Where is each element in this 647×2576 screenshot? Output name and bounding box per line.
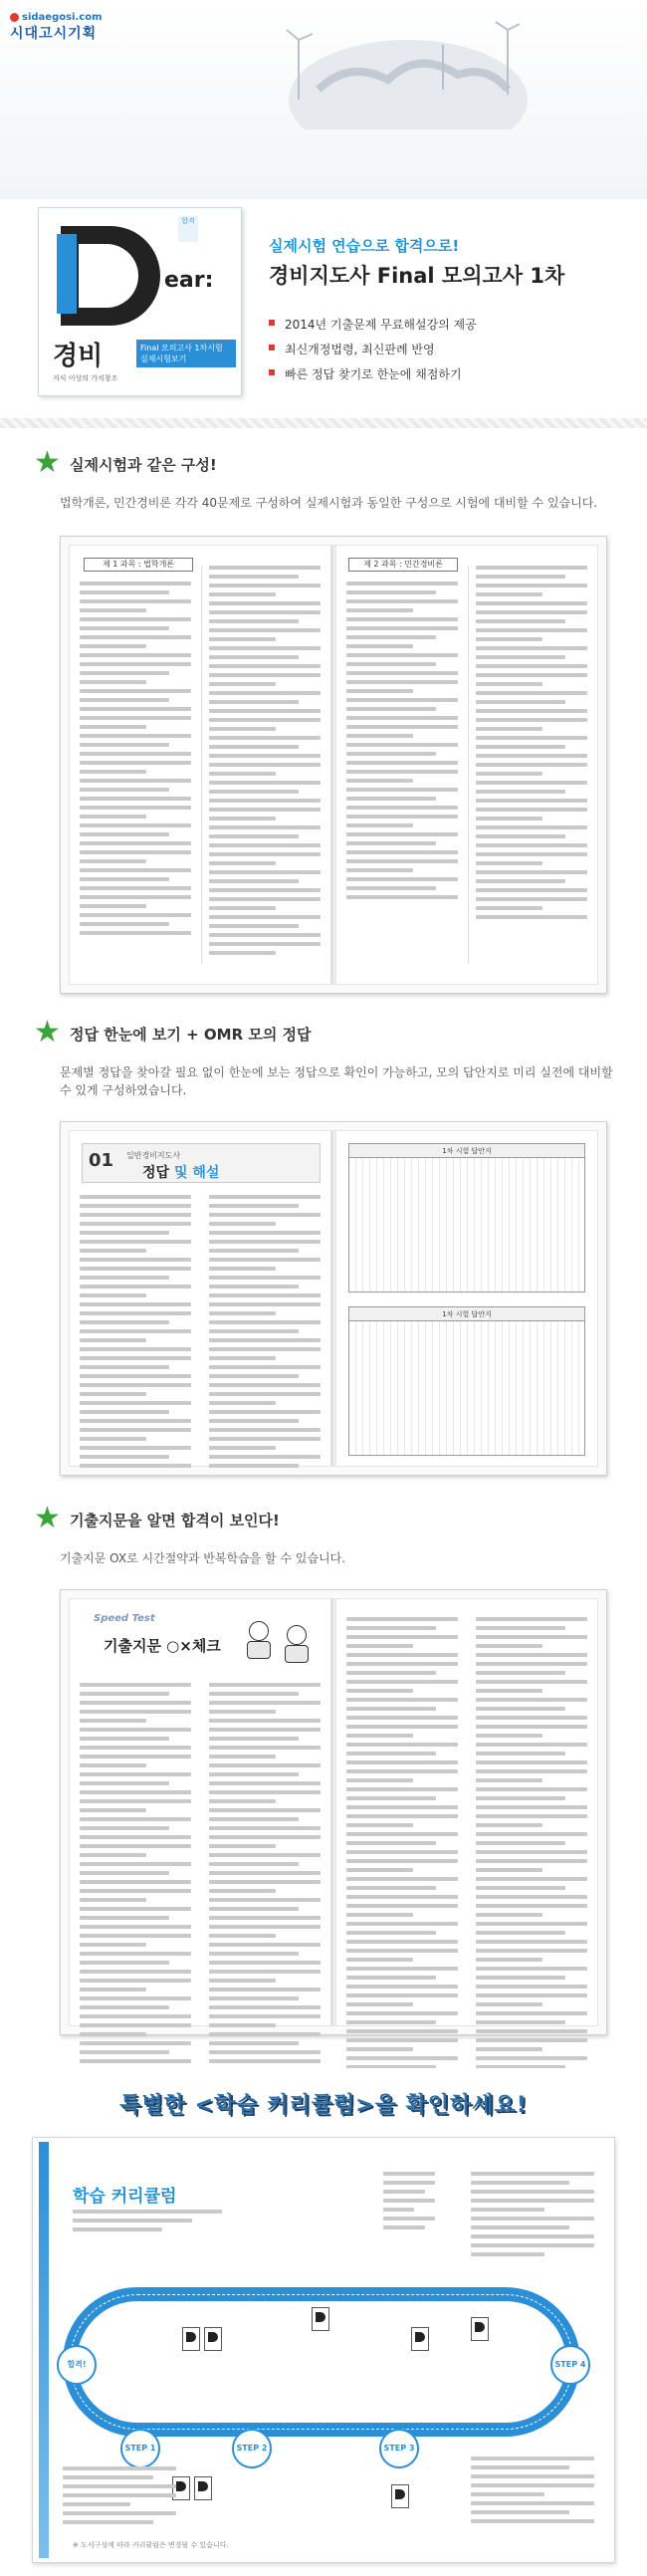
curriculum-title: 학습 커리큘럼 bbox=[73, 2187, 177, 2207]
mini-book-icon bbox=[391, 2484, 409, 2508]
omr-sheet bbox=[348, 1306, 585, 1456]
step-badge: STEP 1 bbox=[120, 2429, 160, 2468]
speed-test-title: 기출지문 ○×체크 bbox=[104, 1637, 221, 1655]
step-badge: STEP 3 bbox=[379, 2429, 419, 2468]
omr-label: 1차 시험 답안지 bbox=[349, 1144, 584, 1158]
answer-title: 정답 및 해설 bbox=[142, 1165, 220, 1181]
hero-banner bbox=[0, 0, 647, 199]
section-title: 기출지문을 알면 합격이 보인다! bbox=[70, 1512, 280, 1529]
answer-banner bbox=[82, 1143, 321, 1183]
speed-test-banner bbox=[84, 1613, 319, 1673]
ox-page-right bbox=[335, 1598, 598, 2026]
mini-book-icon bbox=[194, 2476, 212, 2500]
step-badge: STEP 4 bbox=[550, 2345, 590, 2385]
ox-preview-panel bbox=[60, 1589, 607, 2035]
mini-book-icon bbox=[182, 2327, 200, 2351]
product-summary bbox=[0, 199, 647, 398]
brand-logo[interactable] bbox=[10, 12, 119, 43]
mini-book-icon bbox=[204, 2327, 222, 2351]
section-description: 법학개론, 민간경비론 각각 40문제로 구성하여 실제시험과 동일한 구성으로 시험에 대비할 수 있습니다. bbox=[60, 496, 598, 510]
globe-windmill-illustration bbox=[259, 20, 557, 129]
product-info bbox=[269, 235, 637, 390]
omr-sheet bbox=[348, 1143, 585, 1292]
section-description: 문제별 정답을 찾아갈 필요 없이 한눈에 보는 정답으로 확인이 가능하고, 모의 답안지로 미리 실전에 대비할 수 있게 구성하였습니다. bbox=[60, 1065, 613, 1097]
curriculum-footnote: ※ 도서구성에 따라 커리큘럼은 변경될 수 있습니다. bbox=[73, 2541, 229, 2549]
star-icon: ★ bbox=[34, 1015, 61, 1050]
curriculum-side-bar bbox=[39, 2142, 49, 2558]
book-cover[interactable] bbox=[38, 207, 242, 396]
section-answers-omr bbox=[0, 1015, 647, 1099]
curriculum-illustration bbox=[32, 2137, 615, 2563]
answer-number: 01 bbox=[89, 1150, 114, 1171]
section-divider bbox=[0, 418, 647, 428]
omr-label: 1차 시험 답안지 bbox=[349, 1307, 584, 1321]
book-title: 경비 bbox=[53, 342, 104, 371]
star-icon: ★ bbox=[34, 445, 61, 480]
book-accent-bar bbox=[57, 234, 77, 314]
mini-book-icon bbox=[411, 2327, 429, 2351]
answer-label: 일반경비지도사 bbox=[126, 1151, 181, 1160]
subject-box: 제 2 과목 : 민간경비론 bbox=[348, 558, 458, 572]
step-badge: STEP 2 bbox=[232, 2429, 272, 2468]
answer-preview-panel bbox=[60, 1121, 607, 1476]
cta-text: 특별한 <학습 커리큘럼>을 확인하세요! bbox=[119, 2093, 528, 2118]
logo-name: 시대고시기획 bbox=[10, 26, 98, 42]
exam-preview-panel bbox=[60, 536, 607, 994]
feature-list bbox=[269, 316, 637, 382]
mini-book-icon bbox=[471, 2317, 489, 2341]
curriculum-cta-banner bbox=[0, 2068, 647, 2134]
product-title: 경비지도사 Final 모의고사 1차 bbox=[269, 264, 565, 288]
exam-page-left bbox=[69, 545, 331, 985]
section-title: 실제시험과 같은 구성! bbox=[70, 456, 217, 474]
feature-item: 최신개정법령, 최신판례 반영 bbox=[269, 341, 637, 357]
section-past-questions bbox=[0, 1501, 647, 1567]
logo-url: sidaegosi.com bbox=[10, 12, 119, 23]
book-subtitle: 지식 이상의 가치창조 bbox=[53, 374, 118, 382]
cartoon-character-icon bbox=[281, 1625, 313, 1665]
ox-page-left bbox=[69, 1598, 331, 2026]
section-description: 기출지문 OX로 시간절약과 반복학습을 할 수 있습니다. bbox=[60, 1551, 346, 1565]
section-exam-structure bbox=[0, 445, 647, 512]
feature-item: 2014년 기출문제 무료해설강의 제공 bbox=[269, 316, 637, 333]
mini-book-icon bbox=[312, 2307, 329, 2331]
book-flag: 합격 bbox=[178, 216, 198, 242]
section-title: 정답 한눈에 보기 + OMR 모의 정답 bbox=[70, 1026, 312, 1044]
answer-page bbox=[69, 1130, 331, 1467]
step-badge: 합격! bbox=[57, 2345, 97, 2385]
cartoon-character-icon bbox=[243, 1621, 275, 1661]
feature-item: 빠른 정답 찾기로 한눈에 채점하기 bbox=[269, 365, 637, 382]
book-brand-text: ear: bbox=[164, 268, 214, 293]
book-badge: Final 모의고사 1차시험 실제시험보기 bbox=[136, 340, 236, 367]
subject-box: 제 1 과목 : 법학개론 bbox=[84, 558, 193, 572]
product-tagline: 실제시험 연습으로 합격으로! bbox=[269, 237, 460, 255]
logo-mark-icon bbox=[10, 13, 19, 22]
exam-page-right bbox=[335, 545, 598, 985]
speed-test-tag: Speed Test bbox=[94, 1613, 155, 1624]
star-icon: ★ bbox=[34, 1501, 61, 1535]
omr-page bbox=[335, 1130, 598, 1467]
